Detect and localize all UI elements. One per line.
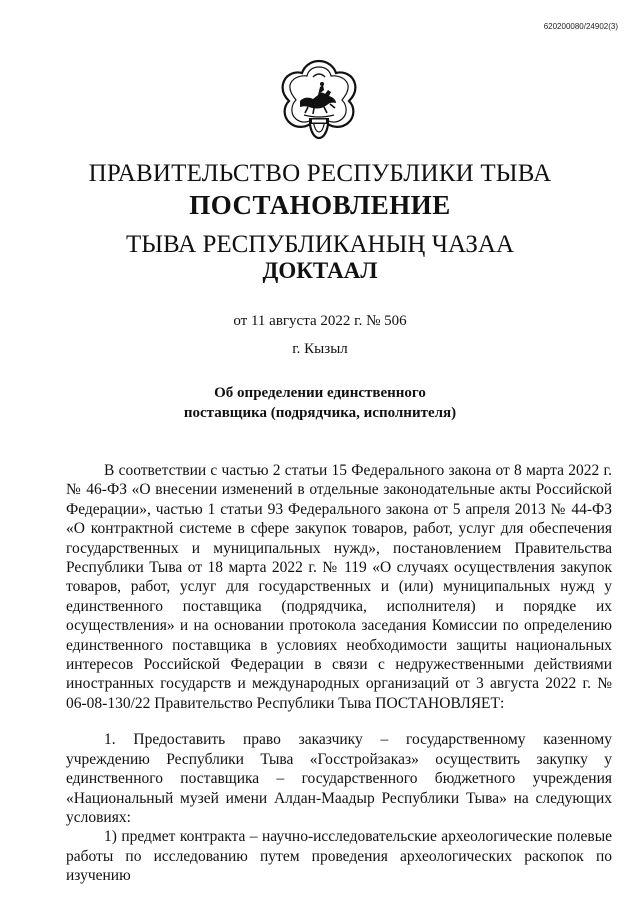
- document-body: [66, 461, 612, 886]
- government-name-ru: ПРАВИТЕЛЬСТВО РЕСПУБЛИКИ ТЫВА: [88, 160, 552, 187]
- date-line: от 11 августа 2022 г. № 506: [233, 313, 407, 329]
- paragraph-subitem-1: 1) предмет контракта – научно-исследовательские археологические полевые работы по исследованию путем проведения археологических раскопок по изучению: [66, 828, 612, 885]
- paragraph-item-1: 1. Предоставить право заказчику – государственному казенному учреждению Республики Тыва «Госстройзаказ» осуществить закупку у единственного поставщика – государственного бюджетного учреждения «Национальный музей имени Алдан-Маадыр Республики Тыва» на следующих условиях:: [66, 731, 612, 826]
- government-name-tyv: ТЫВА РЕСПУБЛИКАНЫҢ ЧАЗАА: [125, 231, 515, 258]
- document-title: [0, 383, 640, 423]
- title-line-2: поставщика (подрядчика, исполнителя): [183, 405, 457, 421]
- document-type-tyv: ДОКТААЛ: [262, 258, 378, 283]
- document-type-ru: ПОСТАНОВЛЕНИЕ: [189, 190, 451, 220]
- city: г. Кызыл: [292, 341, 348, 357]
- paragraph-preamble: В соответствии с частью 2 статьи 15 Федерального закона от 8 марта 2022 г. № 46-ФЗ «О внесении изменений в отдельные законодательные акты Российской Федерации», частью 1 статьи 93 Федерального закона от 5 апреля 2013 № 44-ФЗ «О контрактной системе в сфере закупок товаров, работ, услуг для обеспечения государственных и муниципальных нужд», постановлением Правительства Республики Тыва от 18 марта 2022 г. № 119 «О случаях осуществления закупок товаров, работ, услуг для государственных и (или) муниципальных нужд у единственного поставщика (подрядчика, исполнителя) и порядке их осуществления» и на основании протокола заседания Комиссии по определению единственного поставщика в условиях необходимости защиты национальных интересов Российской Федерации в связи с недружественными действиями иностранных государств и международных организаций от 3 августа 2022 г. № 06-08-130/22 Правительство Республики Тыва ПОСТАНОВЛЯЕТ:: [66, 462, 612, 712]
- title-line-1: Об определении единственного: [214, 385, 426, 401]
- paragraph-separator: [66, 713, 612, 730]
- coat-of-arms-icon: [278, 57, 360, 141]
- document-id: 620200080/24902(3): [543, 22, 618, 31]
